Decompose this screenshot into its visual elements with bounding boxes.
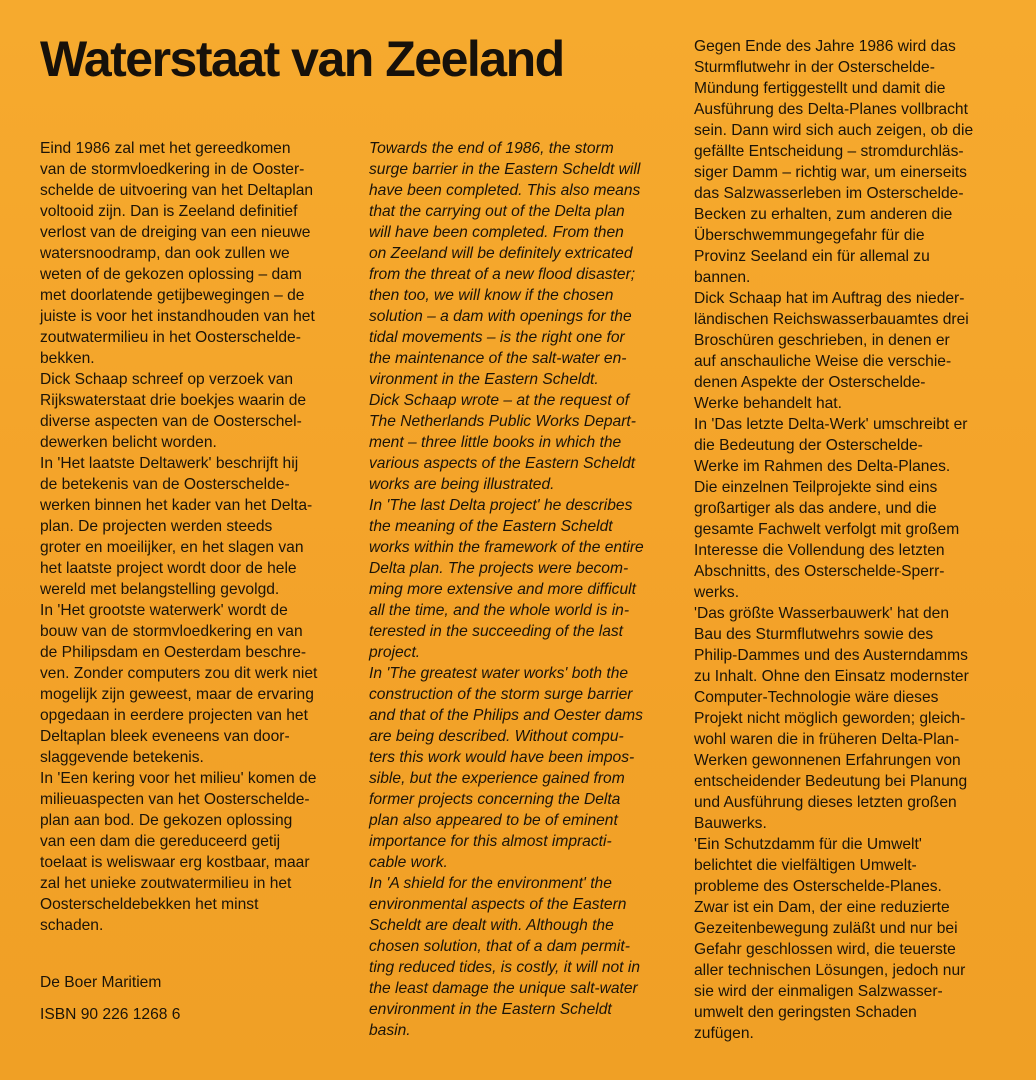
text-line: former projects concerning the Delta [369, 791, 621, 808]
text-line: the least damage the unique salt-water [369, 980, 638, 997]
text-line: het laatste project wordt door de hele [40, 560, 297, 577]
text-line: In 'Het grootste waterwerk' wordt de [40, 602, 288, 619]
text-line: probleme des Osterschelde-Planes. [694, 878, 942, 895]
text-line: bekken. [40, 350, 95, 367]
text-line: In 'A shield for the environment' the [369, 875, 612, 892]
text-line: Werke behandelt hat. [694, 395, 842, 412]
text-line: van de stormvloedkering in de Ooster- [40, 161, 305, 178]
text-line: tidal movements – is the right one for [369, 329, 625, 346]
text-line: Dick Schaap schreef op verzoek van [40, 371, 294, 388]
text-line: zu Inhalt. Ohne den Einsatz modernster [694, 668, 969, 685]
text-line: Gegen Ende des Jahre 1986 wird das [694, 38, 956, 55]
text-line: that the carrying out of the Delta plan [369, 203, 625, 220]
text-line: Werken gewonnenen Erfahrungen von [694, 752, 961, 769]
text-line: Oosterscheldebekken het minst [40, 896, 259, 913]
text-line: In 'Het laatste Deltawerk' beschrijft hij [40, 455, 299, 472]
text-line: Bauwerks. [694, 815, 767, 832]
text-line: ländischen Reichswasserbauamtes drei [694, 311, 969, 328]
text-line: from the threat of a new flood disaster; [369, 266, 636, 283]
text-line: In 'Das letzte Delta-Werk' umschreibt er [694, 416, 968, 433]
text-line: watersnoodramp, dan ook zullen we [40, 245, 290, 262]
text-line: denen Aspekte der Osterschelde- [694, 374, 926, 391]
text-line: sible, but the experience gained from [369, 770, 625, 787]
text-line: juiste is voor het instandhouden van het [40, 308, 315, 325]
text-line: werks. [694, 584, 740, 601]
text-line: schelde de uitvoering van het Deltaplan [40, 182, 314, 199]
text-line: Sturmflutwehr in der Osterschelde- [694, 59, 935, 76]
text-line: das Salzwasserleben im Osterschelde- [694, 185, 964, 202]
text-line: sie wird der einmaligen Salzwasser- [694, 983, 943, 1000]
text-line: have been completed. This also means [369, 182, 641, 199]
text-line: 'Das größte Wasserbauwerk' hat den [694, 605, 949, 622]
text-line: Provinz Seeland ein für allemal zu [694, 248, 930, 265]
text-line: zal het unieke zoutwatermilieu in het [40, 875, 292, 892]
text-line: The Netherlands Public Works Depart- [369, 413, 636, 430]
text-line: voltooid zijn. Dan is Zeeland definitief [40, 203, 298, 220]
text-line: project. [369, 644, 421, 661]
text-line: wereld met belangstelling gevolgd. [40, 581, 280, 598]
text-line: chosen solution, that of a dam permit- [369, 938, 630, 955]
text-line: großartiger als das andere, und die [694, 500, 937, 517]
text-line: opgedaan in eerdere projecten van het [40, 707, 308, 724]
text-line: 'Ein Schutzdamm für die Umwelt' [694, 836, 922, 853]
text-line: terested in the succeeding of the last [369, 623, 623, 640]
text-line: gefällte Entscheidung – stromdurchläs- [694, 143, 964, 160]
text-line: Bau des Sturmflutwehrs sowie des [694, 626, 934, 643]
text-line: slaggevende betekenis. [40, 749, 204, 766]
text-line: the maintenance of the salt-water en- [369, 350, 627, 367]
text-line: weten of de gekozen oplossing – dam [40, 266, 302, 283]
text-line: importance for this almost impracti- [369, 833, 612, 850]
text-line: sein. Dann wird sich auch zeigen, ob die [694, 122, 974, 139]
text-line: Deltaplan bleek eveneens van door- [40, 728, 290, 745]
text-line: milieuaspecten van het Oosterschelde- [40, 791, 310, 808]
text-line: environmental aspects of the Eastern [369, 896, 627, 913]
text-line: then too, we will know if the chosen [369, 287, 614, 304]
text-line: dewerken belicht worden. [40, 434, 217, 451]
text-line: wohl waren die in früheren Delta-Plan- [694, 731, 960, 748]
text-line: de betekenis van de Oosterschelde- [40, 476, 290, 493]
text-line: zoutwatermilieu in het Oosterschelde- [40, 329, 301, 346]
text-line: are being described. Without compu- [369, 728, 624, 745]
text-line: aller technischen Lösungen, jedoch nur [694, 962, 966, 979]
text-line: ment – three little books in which the [369, 434, 622, 451]
text-line: met doorlatende getijbewegingen – de [40, 287, 305, 304]
text-line: basin. [369, 1022, 411, 1039]
text-line: werken binnen het kader van het Delta- [40, 497, 313, 514]
text-line: Ausführung des Delta-Planes vollbracht [694, 101, 968, 118]
text-line: plan. De projecten werden steeds [40, 518, 273, 535]
text-line: Dick Schaap wrote – at the request of [369, 392, 630, 409]
text-line: various aspects of the Eastern Scheldt [369, 455, 636, 472]
text-line: Gefahr geschlossen wird, die teuerste [694, 941, 956, 958]
text-line: will have been completed. From then [369, 224, 624, 241]
text-line: verlost van de dreiging van een nieuwe [40, 224, 311, 241]
page-title: Waterstaat van Zeeland [40, 31, 564, 87]
text-line: Becken zu erhalten, zum anderen die [694, 206, 953, 223]
text-line: toelaat is weliswaar erg kostbaar, maar [40, 854, 310, 871]
english-text-column [369, 138, 679, 1041]
text-line: surge barrier in the Eastern Scheldt will [369, 161, 641, 178]
text-line: bouw van de stormvloedkering en van [40, 623, 303, 640]
text-line: plan aan bod. De gekozen oplossing [40, 812, 293, 829]
text-line: Towards the end of 1986, the storm [369, 140, 614, 157]
dutch-text-column [40, 138, 350, 936]
text-line: zufügen. [694, 1025, 754, 1042]
text-line: works within the framework of the entire [369, 539, 644, 556]
text-line: on Zeeland will be definitely extricated [369, 245, 633, 262]
text-line: diverse aspecten van de Oosterschel- [40, 413, 302, 430]
text-line: ting reduced tides, is costly, it will not in [369, 959, 640, 976]
text-line: Philip-Dammes und des Austerndamms [694, 647, 968, 664]
text-line: Werke im Rahmen des Delta-Planes. [694, 458, 951, 475]
text-line: Interesse die Vollendung des letzten [694, 542, 945, 559]
text-line: and that of the Philips and Oester dams [369, 707, 643, 724]
text-line: van een dam die gereduceerd getij [40, 833, 281, 850]
text-line: groter en moeilijker, en het slagen van [40, 539, 304, 556]
text-line: cable work. [369, 854, 448, 871]
text-line: solution – a dam with openings for the [369, 308, 632, 325]
text-line: ters this work would have been impos- [369, 749, 635, 766]
text-line: entscheidender Bedeutung bei Planung [694, 773, 968, 790]
text-line: construction of the storm surge barrier [369, 686, 633, 703]
text-line: schaden. [40, 917, 104, 934]
text-line: Mündung fertiggestellt und damit die [694, 80, 946, 97]
text-line: Delta plan. The projects were becom- [369, 560, 629, 577]
text-line: Rijkswaterstaat drie boekjes waarin de [40, 392, 307, 409]
text-line: works are being illustrated. [369, 476, 555, 493]
german-text-column [694, 36, 1014, 1044]
publisher-name: De Boer Maritiem [40, 974, 162, 991]
text-line: environment in the Eastern Scheldt [369, 1001, 612, 1018]
text-line: Dick Schaap hat im Auftrag des nieder- [694, 290, 965, 307]
text-line: Überschwemmungegefahr für die [694, 227, 925, 244]
text-line: und Ausführung dieses letzten großen [694, 794, 957, 811]
text-line: mogelijk zijn geweest, maar de ervaring [40, 686, 314, 703]
text-line: vironment in the Eastern Scheldt. [369, 371, 599, 388]
text-line: ming more extensive and more difficult [369, 581, 636, 598]
text-line: In 'The last Delta project' he describes [369, 497, 633, 514]
text-line: Gezeitenbewegung zuläßt und nur bei [694, 920, 958, 937]
text-line: siger Damm – richtig war, um einerseits [694, 164, 967, 181]
text-line: the meaning of the Eastern Scheldt [369, 518, 613, 535]
text-line: Projekt nicht möglich geworden; gleich- [694, 710, 966, 727]
text-line: Scheldt are dealt with. Although the [369, 917, 614, 934]
text-line: plan also appeared to be of eminent [369, 812, 618, 829]
text-line: bannen. [694, 269, 751, 286]
text-line: all the time, and the whole world is in- [369, 602, 630, 619]
text-line: ven. Zonder computers zou dit werk niet [40, 665, 318, 682]
text-line: In 'The greatest water works' both the [369, 665, 629, 682]
text-line: In 'Een kering voor het milieu' komen de [40, 770, 317, 787]
text-line: Computer-Technologie wäre dieses [694, 689, 939, 706]
text-line: Broschüren geschrieben, in denen er [694, 332, 950, 349]
isbn-number: ISBN 90 226 1268 6 [40, 1006, 181, 1023]
text-line: Die einzelnen Teilprojekte sind eins [694, 479, 938, 496]
text-line: auf anschauliche Weise die verschie- [694, 353, 952, 370]
text-line: gesamte Fachwelt verfolgt mit großem [694, 521, 960, 538]
text-line: belichtet die vielfältigen Umwelt- [694, 857, 917, 874]
text-line: de Philipsdam en Oesterdam beschre- [40, 644, 307, 661]
text-line: Eind 1986 zal met het gereedkomen [40, 140, 291, 157]
text-line: Zwar ist ein Dam, der eine reduzierte [694, 899, 950, 916]
text-line: die Bedeutung der Osterschelde- [694, 437, 923, 454]
text-line: umwelt den geringsten Schaden [694, 1004, 917, 1021]
text-line: Abschnitts, des Osterschelde-Sperr- [694, 563, 945, 580]
publisher-block [40, 972, 180, 1036]
